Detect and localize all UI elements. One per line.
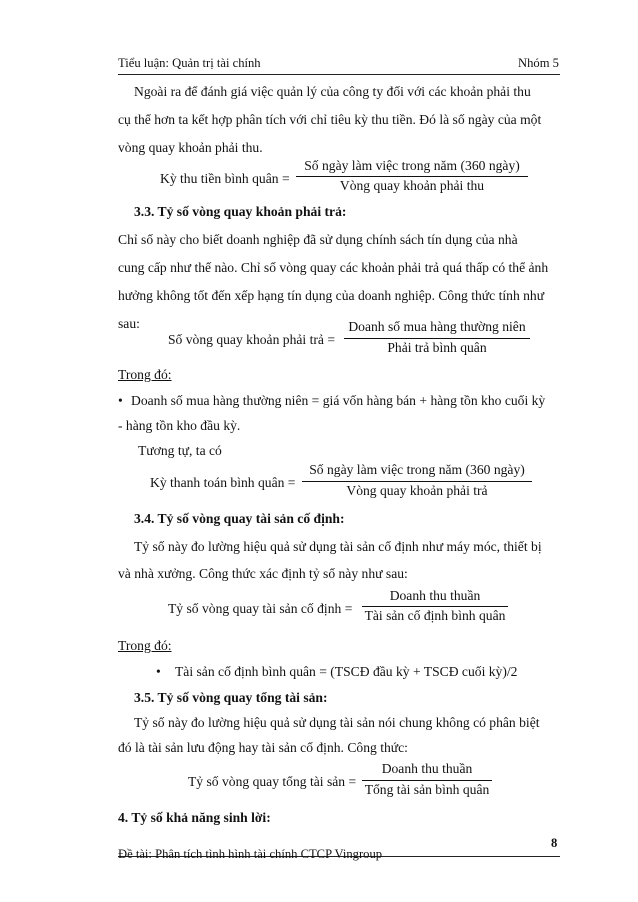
formula2-denominator: Phải trả bình quân: [387, 340, 487, 355]
para4-line2: đó là tài sản lưu động hay tài sản cố định. Công thức:: [118, 740, 408, 755]
formula2-numerator: Doanh số mua hàng thường niên: [348, 319, 526, 334]
formula3-denominator: Vòng quay khoản phải trả: [346, 483, 488, 498]
para1-line2: cụ thể hơn ta kết hợp phân tích với chỉ tiêu kỳ thu tiền. Đó là số ngày của một: [118, 112, 542, 127]
bullet1-line1: Doanh số mua hàng thường niên = giá vốn hàng bán + hàng tồn kho cuối kỳ: [131, 393, 546, 408]
para3-line1: Tỷ số này đo lường hiệu quả sử dụng tài sản cố định như máy móc, thiết bị: [134, 539, 542, 554]
formula3-numerator: Số ngày làm việc trong năm (360 ngày): [309, 462, 525, 477]
where-label-1: Trong đó:: [118, 367, 172, 382]
para2-line1: Chỉ số này cho biết doanh nghiệp đã sử dụng chính sách tín dụng của nhà: [118, 232, 518, 247]
bullet1-dot: •: [118, 393, 123, 408]
section-3-4-title: 3.4. Tỷ số vòng quay tài sản cố định:: [134, 511, 345, 526]
formula2-lhs: Số vòng quay khoản phải trả =: [168, 332, 335, 347]
formula3-fraction-bar: [302, 481, 532, 482]
bullet2-text: Tài sản cố định bình quân = (TSCĐ đầu kỳ + TSCĐ cuối kỳ)/2: [175, 664, 518, 679]
formula4-denominator: Tài sản cố định bình quân: [364, 608, 506, 623]
formula4-lhs: Tỷ số vòng quay tài sản cố định =: [168, 601, 353, 616]
para3-line2: và nhà xưởng. Công thức xác định tỷ số này như sau:: [118, 566, 408, 581]
section-3-3-title: 3.3. Tỷ số vòng quay khoản phải trả:: [134, 204, 347, 219]
formula1-lhs: Kỳ thu tiền bình quân =: [160, 171, 290, 186]
para4-line1: Tỷ số này đo lường hiệu quả sử dụng tài sản nói chung không có phân biệt: [134, 715, 540, 730]
page-number: 8: [551, 836, 558, 850]
para1-line3: vòng quay khoản phải thu.: [118, 140, 263, 155]
formula3-lhs: Kỳ thanh toán bình quân =: [150, 475, 296, 490]
formula4-numerator: Doanh thu thuần: [389, 588, 481, 603]
header-right: Nhóm 5: [518, 56, 559, 70]
formula1-fraction-bar: [296, 176, 528, 177]
para2-line3: hưởng không tốt đến xếp hạng tín dụng của doanh nghiệp. Công thức tính như: [118, 288, 545, 303]
similar-text: Tương tự, ta có: [138, 443, 222, 458]
formula5-numerator: Doanh thu thuần: [381, 761, 473, 776]
formula4-fraction-bar: [362, 606, 508, 607]
para2-line4: sau:: [118, 316, 140, 331]
formula1-numerator: Số ngày làm việc trong năm (360 ngày): [304, 158, 520, 173]
para2-line2: cung cấp như thế nào. Chỉ số vòng quay các khoản phải trả quá thấp có thể ảnh: [118, 260, 549, 275]
para1-line1: Ngoài ra để đánh giá việc quản lý của công ty đối với các khoản phải thu: [134, 84, 531, 99]
section-3-5-title: 3.5. Tỷ số vòng quay tổng tài sản:: [134, 690, 328, 705]
header-left: Tiểu luận: Quản trị tài chính: [118, 56, 261, 70]
formula1-denominator: Vòng quay khoản phải thu: [339, 178, 485, 193]
footer-text: Đề tài: Phân tích tình hình tài chính CTCP Vingroup: [118, 847, 383, 861]
section-4-title: 4. Tỷ số khả năng sinh lời:: [118, 810, 271, 825]
formula5-lhs: Tỷ số vòng quay tổng tài sản =: [188, 774, 357, 789]
formula2-fraction-bar: [344, 338, 530, 339]
bullet2-dot: •: [156, 664, 161, 679]
header-rule: [118, 74, 560, 75]
bullet1-line2: - hàng tồn kho đầu kỳ.: [118, 418, 241, 433]
formula5-fraction-bar: [362, 780, 492, 781]
where-label-2: Trong đó:: [118, 638, 172, 653]
formula5-denominator: Tổng tài sản bình quân: [364, 782, 490, 797]
